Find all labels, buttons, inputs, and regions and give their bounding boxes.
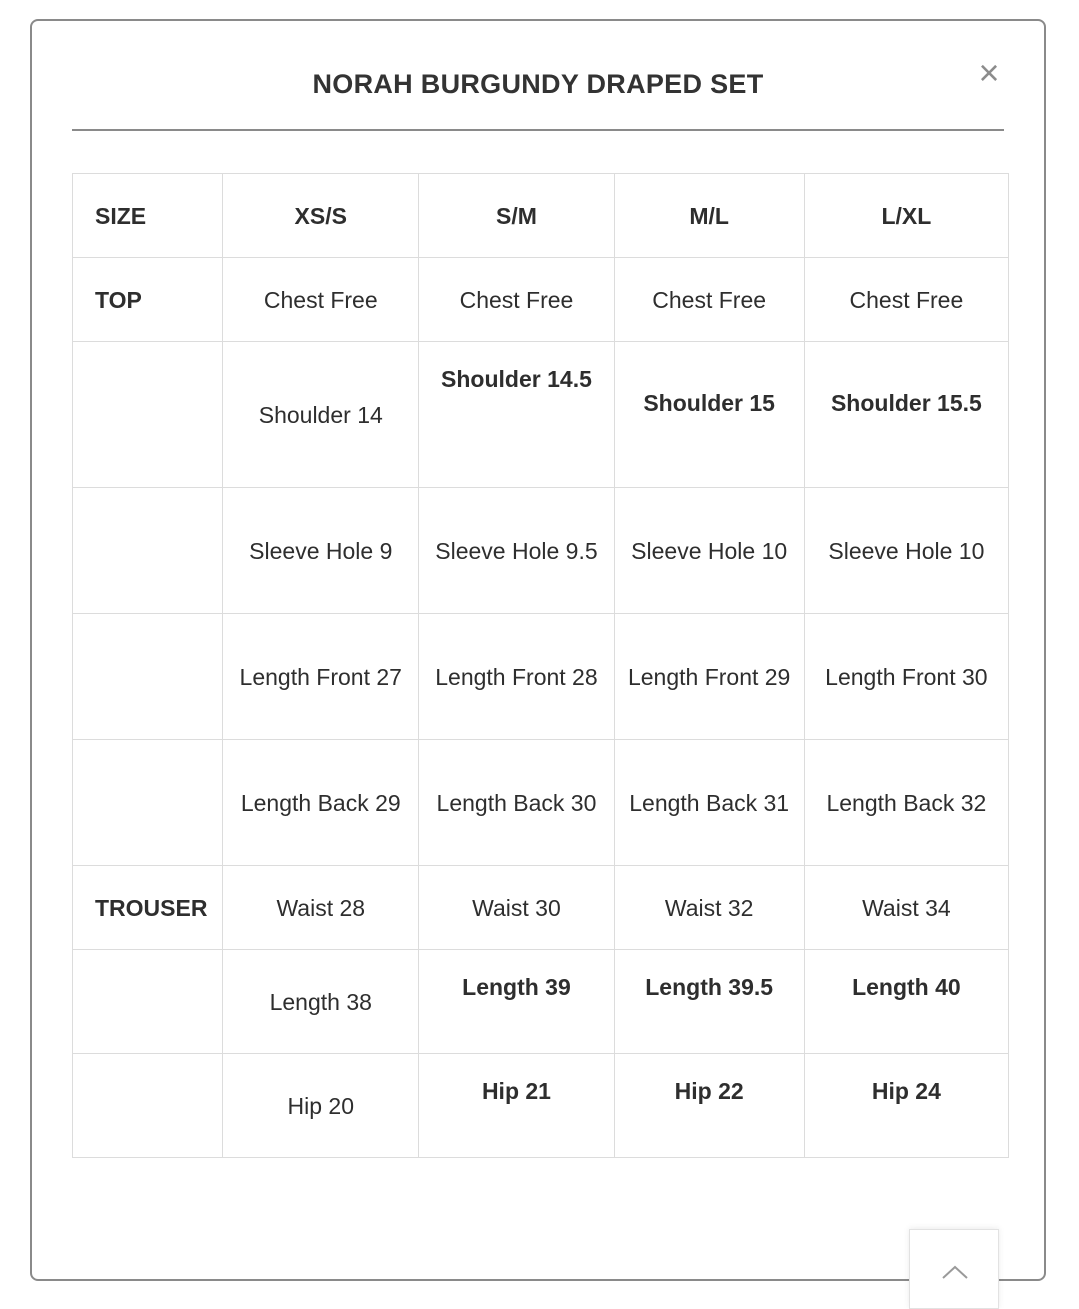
table-cell: Length Front 29 <box>614 614 804 740</box>
header-l-xl: L/XL <box>804 174 1008 258</box>
row-label <box>73 342 223 488</box>
table-row <box>73 488 1009 614</box>
table-cell: Shoulder 14.5 <box>419 342 614 488</box>
table-row <box>73 866 1009 950</box>
table-cell: Waist 28 <box>223 866 419 950</box>
row-label <box>73 1054 223 1158</box>
table-cell: Hip 20 <box>223 1054 419 1158</box>
table-cell: Shoulder 15 <box>614 342 804 488</box>
table-cell: Length Front 27 <box>223 614 419 740</box>
size-chart-modal <box>30 19 1046 1281</box>
table-row <box>73 258 1009 342</box>
table-cell: Length Back 32 <box>804 740 1008 866</box>
table-row <box>73 1054 1009 1158</box>
table-cell: Waist 34 <box>804 866 1008 950</box>
table-cell: Sleeve Hole 9 <box>223 488 419 614</box>
row-label: TOP <box>73 258 223 342</box>
table-cell: Shoulder 15.5 <box>804 342 1008 488</box>
table-cell: Length Back 30 <box>419 740 614 866</box>
header-size: SIZE <box>73 174 223 258</box>
row-label <box>73 950 223 1054</box>
table-cell: Length Front 30 <box>804 614 1008 740</box>
row-label <box>73 488 223 614</box>
table-cell: Sleeve Hole 10 <box>614 488 804 614</box>
table-cell: Waist 30 <box>419 866 614 950</box>
modal-title: NORAH BURGUNDY DRAPED SET <box>312 69 764 99</box>
table-cell: Length 39 <box>419 950 614 1054</box>
table-cell: Length Back 31 <box>614 740 804 866</box>
table-cell: Chest Free <box>223 258 419 342</box>
scroll-to-top-button[interactable] <box>909 1229 999 1309</box>
header-xs-s: XS/S <box>223 174 419 258</box>
size-chart-table <box>72 173 1009 1158</box>
row-label <box>73 614 223 740</box>
table-cell: Length Front 28 <box>419 614 614 740</box>
table-cell: Chest Free <box>419 258 614 342</box>
table-cell: Shoulder 14 <box>223 342 419 488</box>
row-label <box>73 740 223 866</box>
table-row <box>73 740 1009 866</box>
table-cell: Hip 24 <box>804 1054 1008 1158</box>
table-row <box>73 950 1009 1054</box>
table-cell: Hip 22 <box>614 1054 804 1158</box>
row-label: TROUSER <box>73 866 223 950</box>
table-cell: Length 39.5 <box>614 950 804 1054</box>
chevron-up-icon <box>941 1264 969 1280</box>
table-cell: Chest Free <box>614 258 804 342</box>
table-header-row <box>73 174 1009 258</box>
table-cell: Length Back 29 <box>223 740 419 866</box>
header-s-m: S/M <box>419 174 614 258</box>
table-cell: Waist 32 <box>614 866 804 950</box>
header-m-l: M/L <box>614 174 804 258</box>
table-cell: Hip 21 <box>419 1054 614 1158</box>
table-cell: Sleeve Hole 10 <box>804 488 1008 614</box>
table-cell: Length 38 <box>223 950 419 1054</box>
close-button[interactable]: × <box>978 52 1000 93</box>
table-row <box>73 342 1009 488</box>
title-divider <box>72 129 1004 131</box>
table-cell: Chest Free <box>804 258 1008 342</box>
table-cell: Sleeve Hole 9.5 <box>419 488 614 614</box>
table-cell: Length 40 <box>804 950 1008 1054</box>
table-row <box>73 614 1009 740</box>
